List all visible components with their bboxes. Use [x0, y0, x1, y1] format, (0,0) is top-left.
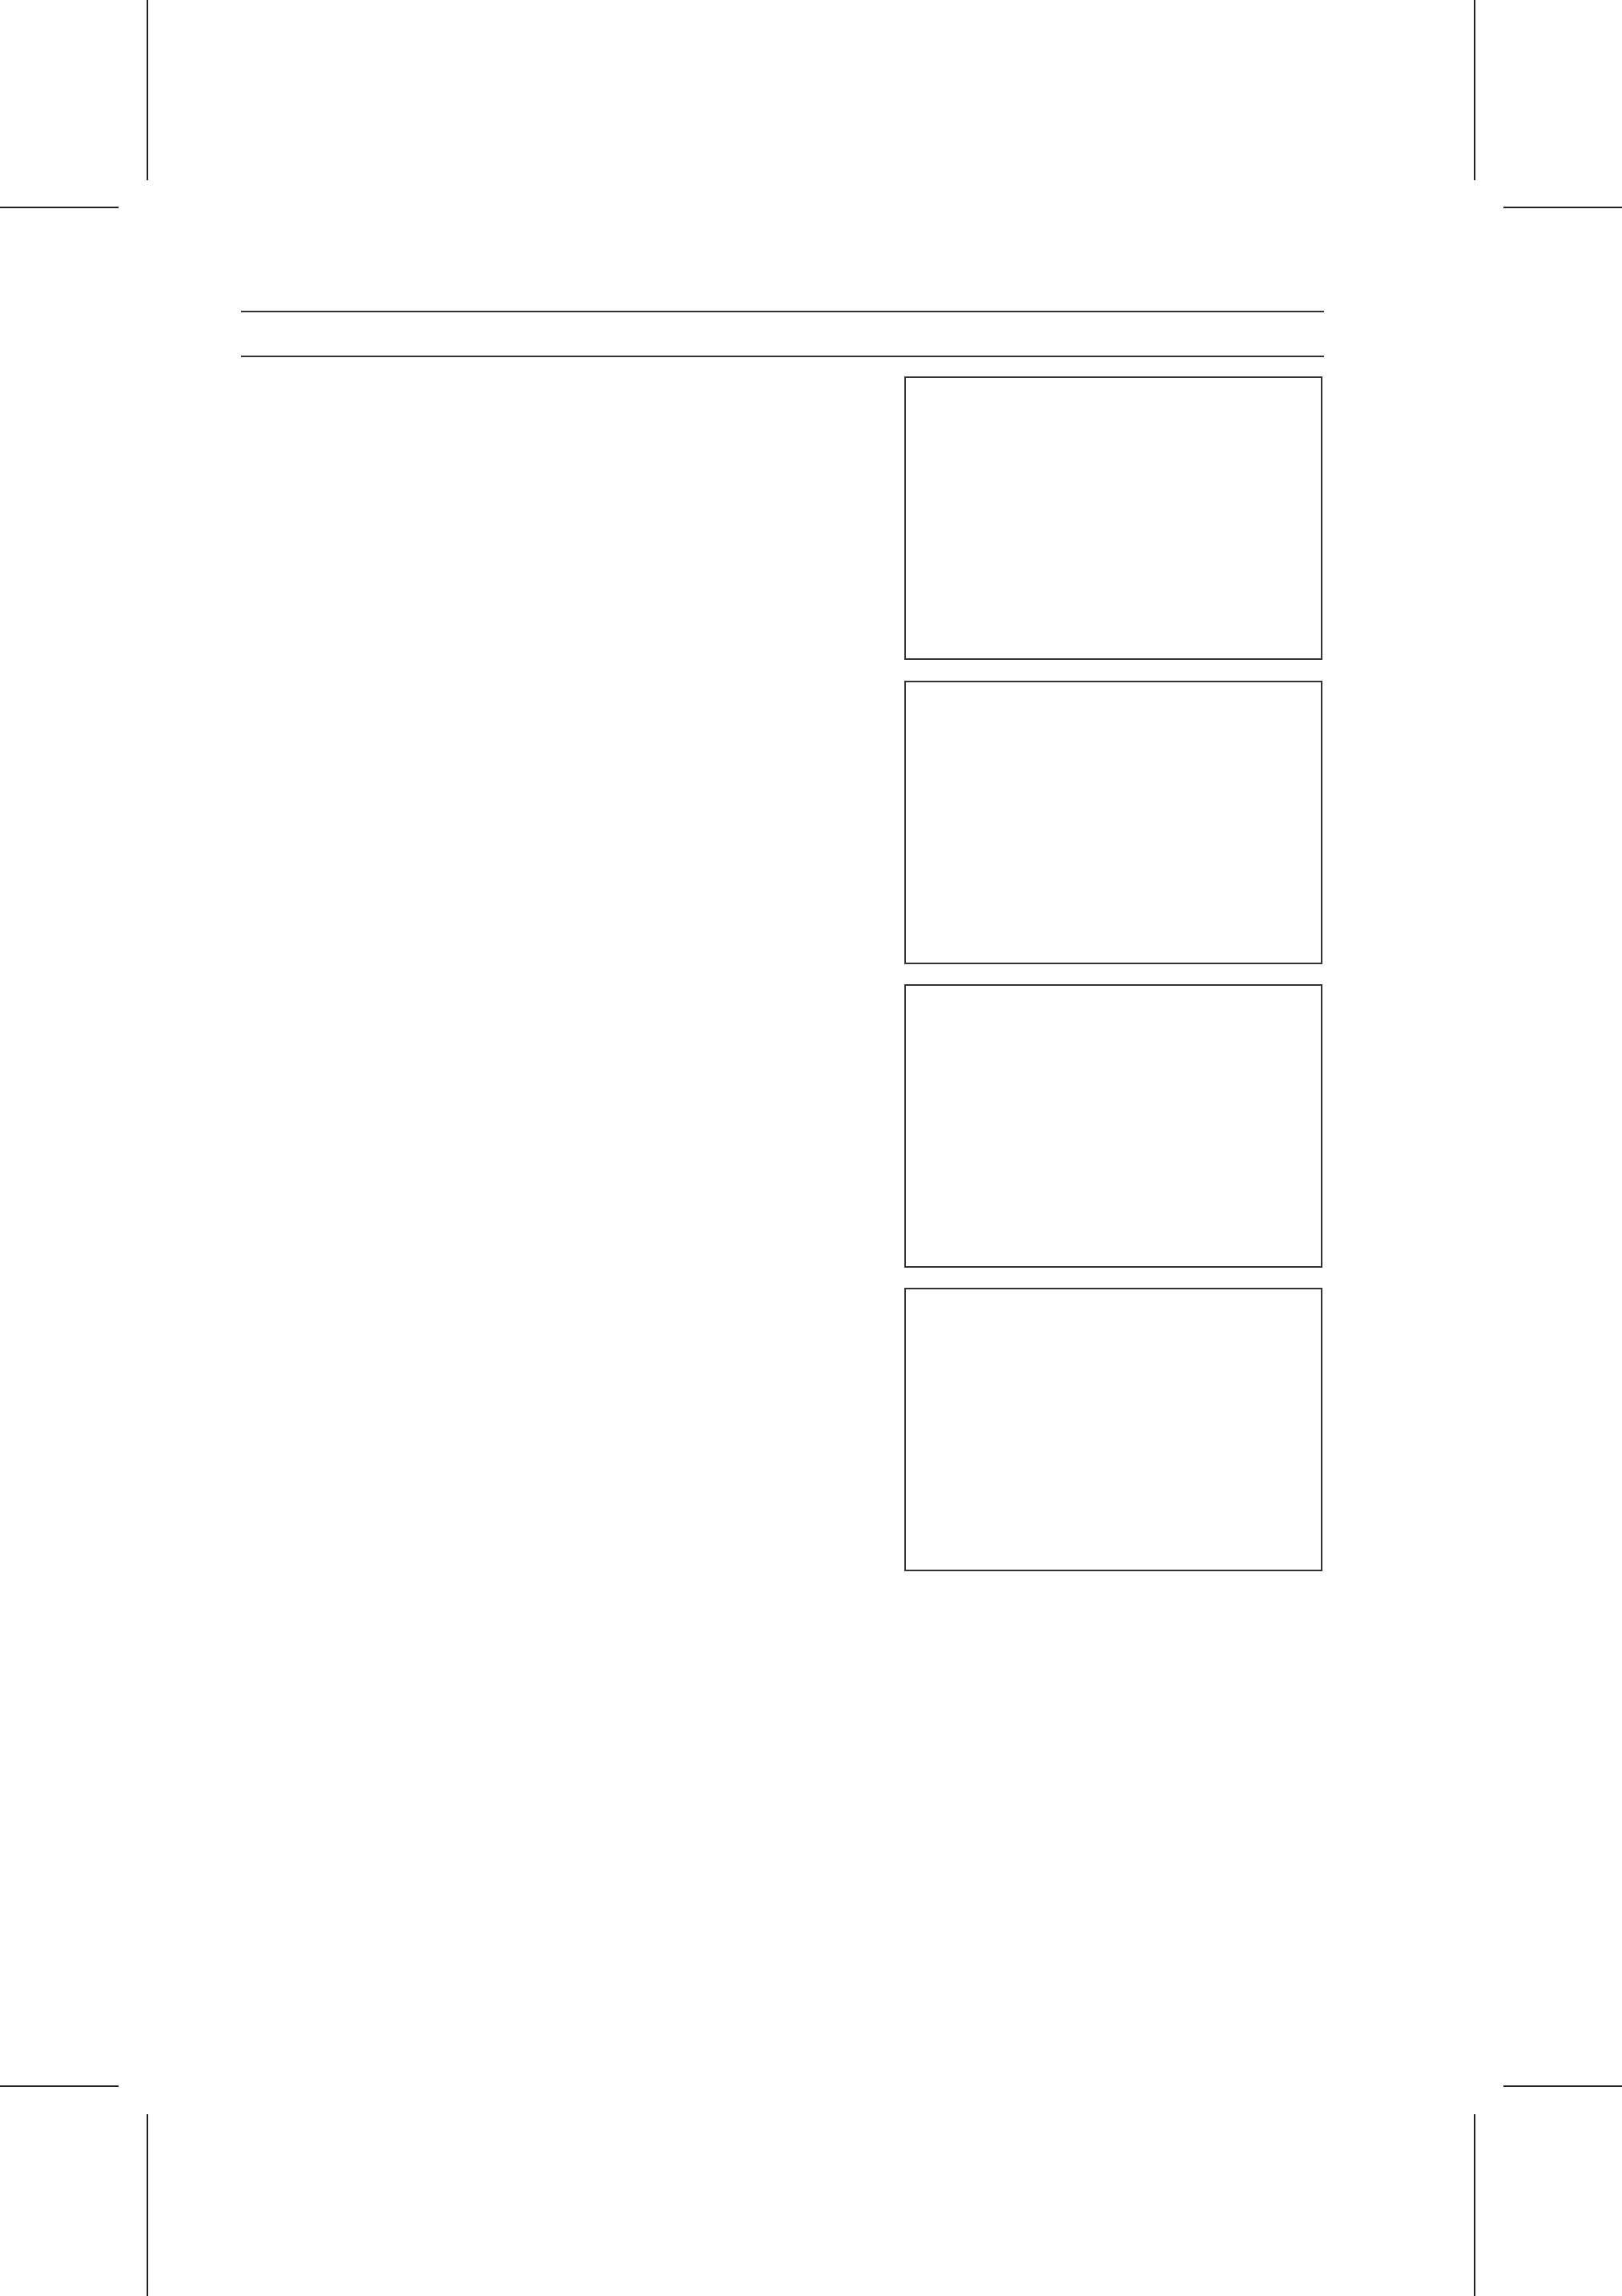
- crop-mark-top-right-vertical: [1474, 0, 1475, 180]
- crop-mark-top-right-horizontal: [1503, 207, 1622, 208]
- crop-mark-bottom-left-horizontal: [0, 2085, 119, 2087]
- crop-mark-bottom-right-vertical: [1474, 2114, 1475, 2296]
- figure-collation-error-blink: [904, 681, 1322, 964]
- figure-led-off: [904, 1288, 1322, 1571]
- figure-registration-success-blink: [904, 984, 1322, 1268]
- crop-mark-bottom-right-horizontal: [1503, 2085, 1622, 2087]
- header-rule-top: [241, 311, 1324, 312]
- crop-mark-bottom-left-vertical: [147, 2114, 148, 2296]
- crop-mark-top-left-horizontal: [0, 207, 119, 208]
- header-rule-bottom: [241, 356, 1324, 357]
- figure-registered-key-blink: [904, 376, 1322, 660]
- crop-mark-top-left-vertical: [147, 0, 148, 180]
